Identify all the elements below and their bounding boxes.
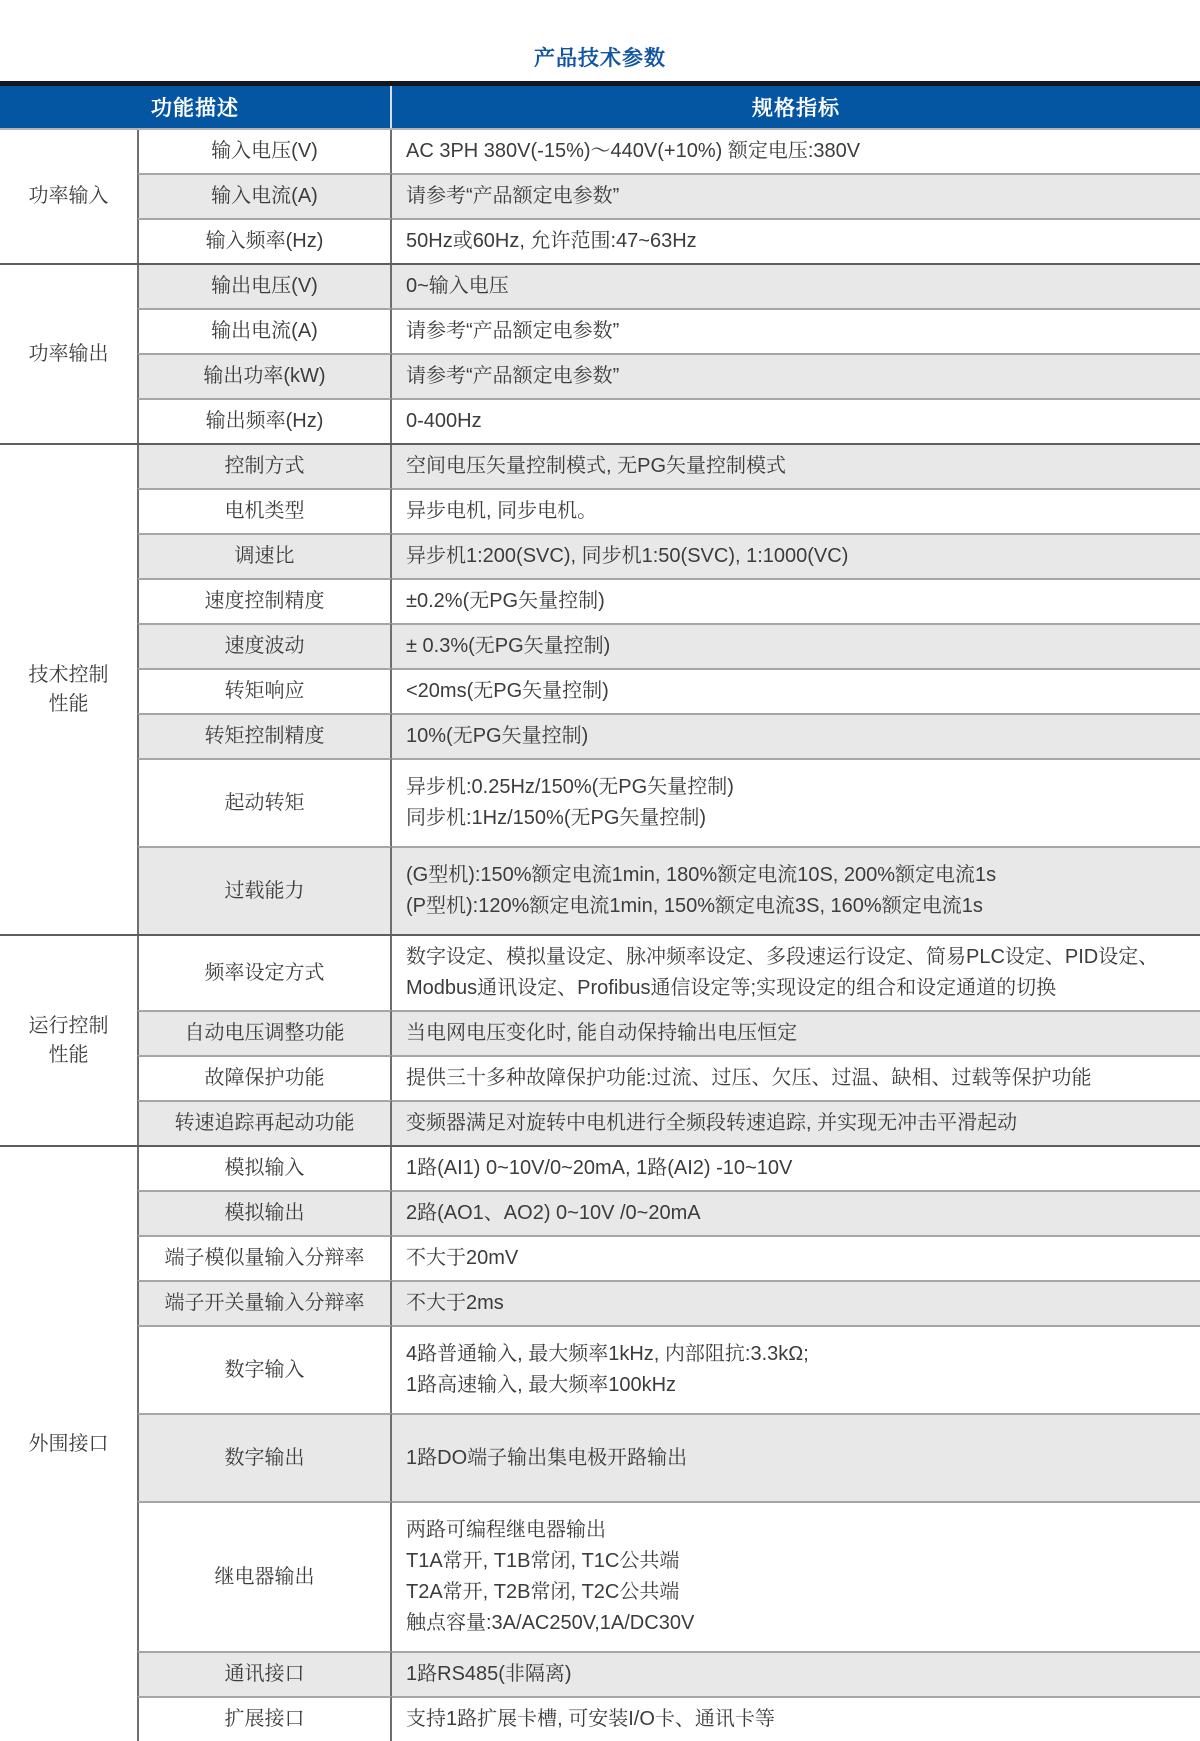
row-label-cell: 转矩控制精度 (137, 713, 392, 758)
row-label-cell: 端子模似量输入分辩率 (137, 1235, 392, 1280)
row-value-cell (392, 623, 1200, 668)
value-line: 1路DO端子输出集电极开路输出 (406, 1446, 688, 1469)
spec-section (0, 1145, 1200, 1741)
value-line: 异步机:0.25Hz/150%(无PG矢量控制) (406, 776, 734, 798)
group-label-line: 外围接口 (28, 1432, 109, 1455)
row-label-cell: 端子开关量输入分辩率 (137, 1280, 392, 1325)
value-line: 50Hz或60Hz, 允许范围:47~63Hz (406, 230, 697, 252)
value-line: (G型机):150%额定电流1min, 180%额定电流10S, 200%额定电流1s (406, 864, 997, 886)
spec-section (0, 263, 1200, 443)
row-value-cell (392, 1100, 1200, 1145)
value-line: 不大于2ms (406, 1292, 504, 1314)
row-value-cell (392, 1325, 1200, 1413)
row-value-cell (392, 1235, 1200, 1280)
value-line: (P型机):120%额定电流1min, 150%额定电流3S, 160%额定电流1s (406, 895, 983, 917)
value-line: 2路(AO1、AO2) 0~10V /0~20mA (406, 1202, 701, 1224)
row-label-cell: 起动转矩 (137, 758, 392, 846)
value-line: <20ms(无PG矢量控制) (406, 680, 609, 702)
row-group-cell (0, 445, 137, 934)
spec-section (0, 443, 1200, 934)
value-line: 同步机:1Hz/150%(无PG矢量控制) (406, 807, 707, 829)
spec-section (0, 934, 1200, 1145)
value-line: 请参考“产品额定电参数” (406, 365, 620, 387)
value-line: 不大于20mV (406, 1247, 519, 1269)
value-line: 10%(无PG矢量控制) (406, 725, 589, 747)
value-line: ± 0.3%(无PG矢量控制) (406, 635, 611, 657)
page-title: 产品技术参数 (534, 47, 666, 70)
row-label-cell: 输入电流(A) (137, 173, 392, 218)
row-value-cell (392, 130, 1200, 173)
value-line: 1路高速输入, 最大频率100kHz (406, 1374, 677, 1396)
group-label-line: 功率输入 (28, 185, 109, 207)
table-header-row (0, 86, 1200, 130)
row-value-cell (392, 398, 1200, 443)
row-value-cell (392, 578, 1200, 623)
row-label-cell: 自动电压调整功能 (137, 1010, 392, 1055)
header-function-description: 功能描述 (0, 86, 392, 128)
row-label-cell: 故障保护功能 (137, 1055, 392, 1100)
row-label-cell: 控制方式 (137, 445, 392, 488)
row-label-cell: 输入频率(Hz) (137, 218, 392, 263)
row-value-cell (392, 308, 1200, 353)
spec-table (0, 81, 1200, 1741)
row-value-cell (392, 668, 1200, 713)
row-value-cell (392, 1501, 1200, 1651)
value-line: AC 3PH 380V(-15%)～440V(+10%) 额定电压:380V (406, 140, 861, 162)
row-value-cell (392, 533, 1200, 578)
row-value-cell (392, 265, 1200, 308)
row-value-cell (392, 1696, 1200, 1741)
row-group-cell (0, 1147, 137, 1741)
row-value-cell (392, 1055, 1200, 1100)
value-line: 当电网电压变化时, 能自动保持输出电压恒定 (406, 1022, 798, 1044)
row-group-cell (0, 936, 137, 1145)
row-value-cell (392, 1190, 1200, 1235)
row-label-cell: 过载能力 (137, 846, 392, 934)
row-label-cell: 速度波动 (137, 623, 392, 668)
value-line: T2A常开, T2B常闭, T2C公共端 (406, 1581, 680, 1603)
value-line: 异步机1:200(SVC), 同步机1:50(SVC), 1:1000(VC) (406, 545, 849, 567)
row-label-cell: 输出频率(Hz) (137, 398, 392, 443)
row-label-cell: 扩展接口 (137, 1696, 392, 1741)
group-label-line: 功率输出 (28, 342, 109, 365)
value-line: 0~输入电压 (406, 275, 509, 297)
row-value-cell (392, 173, 1200, 218)
row-value-cell (392, 1010, 1200, 1055)
value-line: 请参考“产品额定电参数” (406, 185, 620, 207)
row-value-cell (392, 353, 1200, 398)
value-line: 空间电压矢量控制模式, 无PG矢量控制模式 (406, 455, 787, 477)
value-line: 提供三十多种故障保护功能:过流、过压、欠压、过温、缺相、过载等保护功能 (406, 1067, 1092, 1089)
value-line: 触点容量:3A/AC250V,1A/DC30V (406, 1612, 695, 1634)
row-value-cell (392, 218, 1200, 263)
spec-section (0, 130, 1200, 263)
row-value-cell (392, 1651, 1200, 1696)
row-label-cell: 速度控制精度 (137, 578, 392, 623)
row-label-cell: 输出电流(A) (137, 308, 392, 353)
row-label-cell: 输入电压(V) (137, 130, 392, 173)
row-label-cell: 通讯接口 (137, 1651, 392, 1696)
row-label-cell: 数字输入 (137, 1325, 392, 1413)
group-label-line: 技术控制 (28, 663, 109, 686)
row-value-cell (392, 846, 1200, 934)
row-group-cell (0, 265, 137, 443)
value-line: 两路可编程继电器输出 (406, 1519, 606, 1541)
group-label-line: 运行控制 (28, 1014, 109, 1037)
value-line: 变频器满足对旋转中电机进行全频段转速追踪, 并实现无冲击平滑起动 (406, 1112, 1018, 1134)
value-line: 支持1路扩展卡槽, 可安装I/O卡、通讯卡等 (406, 1708, 775, 1730)
group-label-line: 性能 (48, 1043, 89, 1066)
value-line: 数字设定、模拟量设定、脉冲频率设定、多段速运行设定、简易PLC设定、PID设定、Modbus通讯设定、Profibus通信设定等;实现设定的组合和设定通道的切换 (406, 946, 1159, 999)
row-value-cell (392, 713, 1200, 758)
row-value-cell (392, 1147, 1200, 1190)
row-label-cell: 转速追踪再起动功能 (137, 1100, 392, 1145)
value-line: 0-400Hz (406, 410, 482, 432)
value-line: 异步电机, 同步电机。 (406, 500, 598, 522)
value-line: 1路RS485(非隔离) (406, 1663, 572, 1685)
row-group-cell (0, 130, 137, 263)
row-label-cell: 调速比 (137, 533, 392, 578)
value-line: 请参考“产品额定电参数” (406, 320, 620, 342)
value-line: T1A常开, T1B常闭, T1C公共端 (406, 1550, 680, 1572)
row-label-cell: 继电器输出 (137, 1501, 392, 1651)
row-label-cell: 数字输出 (137, 1413, 392, 1501)
row-value-cell (392, 936, 1200, 1010)
row-value-cell (392, 1413, 1200, 1501)
value-line: 1路(AI1) 0~10V/0~20mA, 1路(AI2) -10~10V (406, 1157, 793, 1179)
row-label-cell: 输出电压(V) (137, 265, 392, 308)
row-value-cell (392, 1280, 1200, 1325)
header-spec-index: 规格指标 (752, 97, 840, 120)
row-label-cell: 模拟输入 (137, 1147, 392, 1190)
group-label-line: 性能 (48, 692, 89, 715)
row-value-cell (392, 445, 1200, 488)
spec-table-body (0, 130, 1200, 1741)
row-label-cell: 转矩响应 (137, 668, 392, 713)
row-label-cell: 输出功率(kW) (137, 353, 392, 398)
value-line: 4路普通输入, 最大频率1kHz, 内部阻抗:3.3kΩ; (406, 1343, 809, 1365)
row-value-cell (392, 758, 1200, 846)
value-line: ±0.2%(无PG矢量控制) (406, 590, 605, 612)
row-value-cell (392, 488, 1200, 533)
row-label-cell: 模拟输出 (137, 1190, 392, 1235)
row-label-cell: 电机类型 (137, 488, 392, 533)
row-label-cell: 频率设定方式 (137, 936, 392, 1010)
